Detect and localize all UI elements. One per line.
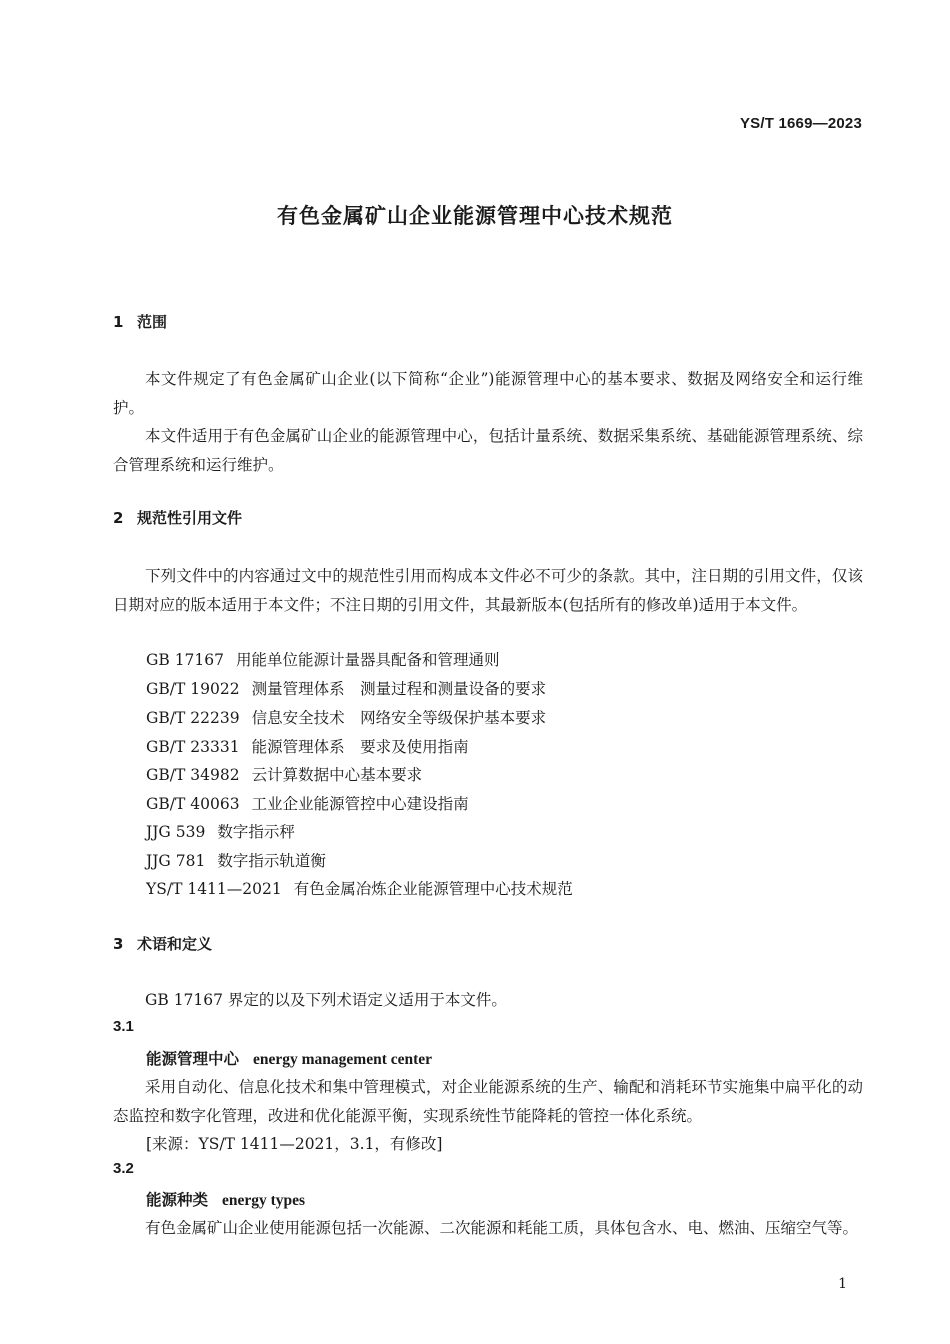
reference-title: 能源管理体系 要求及使用指南 — [251, 738, 469, 756]
reference-item — [146, 792, 469, 814]
reference-code: JJG 781 — [146, 852, 206, 870]
section-title: 范围 — [137, 313, 168, 331]
reference-item — [146, 648, 500, 670]
term-definition: 采用自动化、信息化技术和集中管理模式，对企业能源系统的生产、输配和消耗环节实施集中扁平化的动态监控和数字化管理，改进和优化能源平衡，实现系统性节能降耗的管控一体化系统。 — [113, 1078, 863, 1125]
term-definition: 有色金属矿山企业使用能源包括一次能源、二次能源和耗能工质，具体包含水、电、燃油、压缩空气等。 — [145, 1219, 859, 1237]
section-3-paragraph-1: GB 17167 界定的以及下列术语定义适用于本文件。 — [145, 991, 507, 1009]
section-number: 1 — [113, 313, 124, 331]
section-2-heading — [113, 507, 242, 528]
section-number: 2 — [113, 509, 124, 527]
document-title: 有色金属矿山企业能源管理中心技术规范 — [277, 204, 673, 228]
reference-code: GB/T 23331 — [146, 738, 240, 756]
reference-code: GB/T 34982 — [146, 766, 240, 784]
reference-title: 测量管理体系 测量过程和测量设备的要求 — [251, 680, 547, 698]
reference-code: GB 17167 — [146, 651, 225, 669]
term-chinese: 能源种类 — [146, 1191, 209, 1209]
section-2-paragraph-1: 下列文件中的内容通过文中的规范性引用而构成本文件必不可少的条款。其中，注日期的引用文件，仅该日期对应的版本适用于本文件；不注日期的引用文件，其最新版本(包括所有的修改单)适用于本文件。 — [113, 567, 863, 614]
section-1-paragraph-2: 本文件适用于有色金属矿山企业的能源管理中心，包括计量系统、数据采集系统、基础能源管理系统、综合管理系统和运行维护。 — [113, 427, 863, 474]
reference-title: 云计算数据中心基本要求 — [251, 766, 423, 784]
section-1-paragraph-1: 本文件规定了有色金属矿山企业(以下简称“企业”)能源管理中心的基本要求、数据及网络安全和运行维护。 — [113, 370, 863, 417]
reference-item — [146, 677, 546, 699]
reference-code: GB/T 22239 — [146, 709, 240, 727]
reference-title: 信息安全技术 网络安全等级保护基本要求 — [251, 709, 547, 727]
section-1-heading — [113, 311, 167, 332]
term-english: energy types — [222, 1192, 306, 1209]
reference-title: 有色金属冶炼企业能源管理中心技术规范 — [293, 880, 573, 898]
reference-title: 工业企业能源管控中心建设指南 — [251, 795, 469, 813]
page-number: 1 — [838, 1276, 847, 1292]
section-title: 术语和定义 — [137, 935, 213, 953]
reference-code: JJG 539 — [146, 823, 206, 841]
reference-title: 数字指示秤 — [217, 823, 295, 841]
reference-item — [146, 820, 295, 842]
term-heading — [146, 1047, 432, 1069]
reference-code: GB/T 40063 — [146, 795, 240, 813]
section-3-heading — [113, 933, 212, 954]
reference-item — [146, 763, 422, 785]
term-number: 3.2 — [113, 1160, 134, 1177]
section-title: 规范性引用文件 — [137, 509, 243, 527]
reference-item — [146, 877, 573, 899]
reference-title: 数字指示轨道衡 — [217, 852, 326, 870]
reference-item — [146, 706, 546, 728]
term-source: [来源：YS/T 1411—2021，3.1，有修改] — [146, 1135, 443, 1153]
term-english: energy management center — [253, 1051, 433, 1068]
term-chinese: 能源管理中心 — [146, 1050, 240, 1068]
reference-code: GB/T 19022 — [146, 680, 240, 698]
reference-item — [146, 735, 469, 757]
term-number: 3.1 — [113, 1018, 134, 1035]
section-number: 3 — [113, 935, 124, 953]
standard-code: YS/T 1669—2023 — [739, 115, 862, 132]
reference-code: YS/T 1411—2021 — [146, 880, 282, 898]
reference-item — [146, 849, 326, 871]
term-heading — [146, 1188, 305, 1210]
reference-title: 用能单位能源计量器具配备和管理通则 — [236, 651, 500, 669]
